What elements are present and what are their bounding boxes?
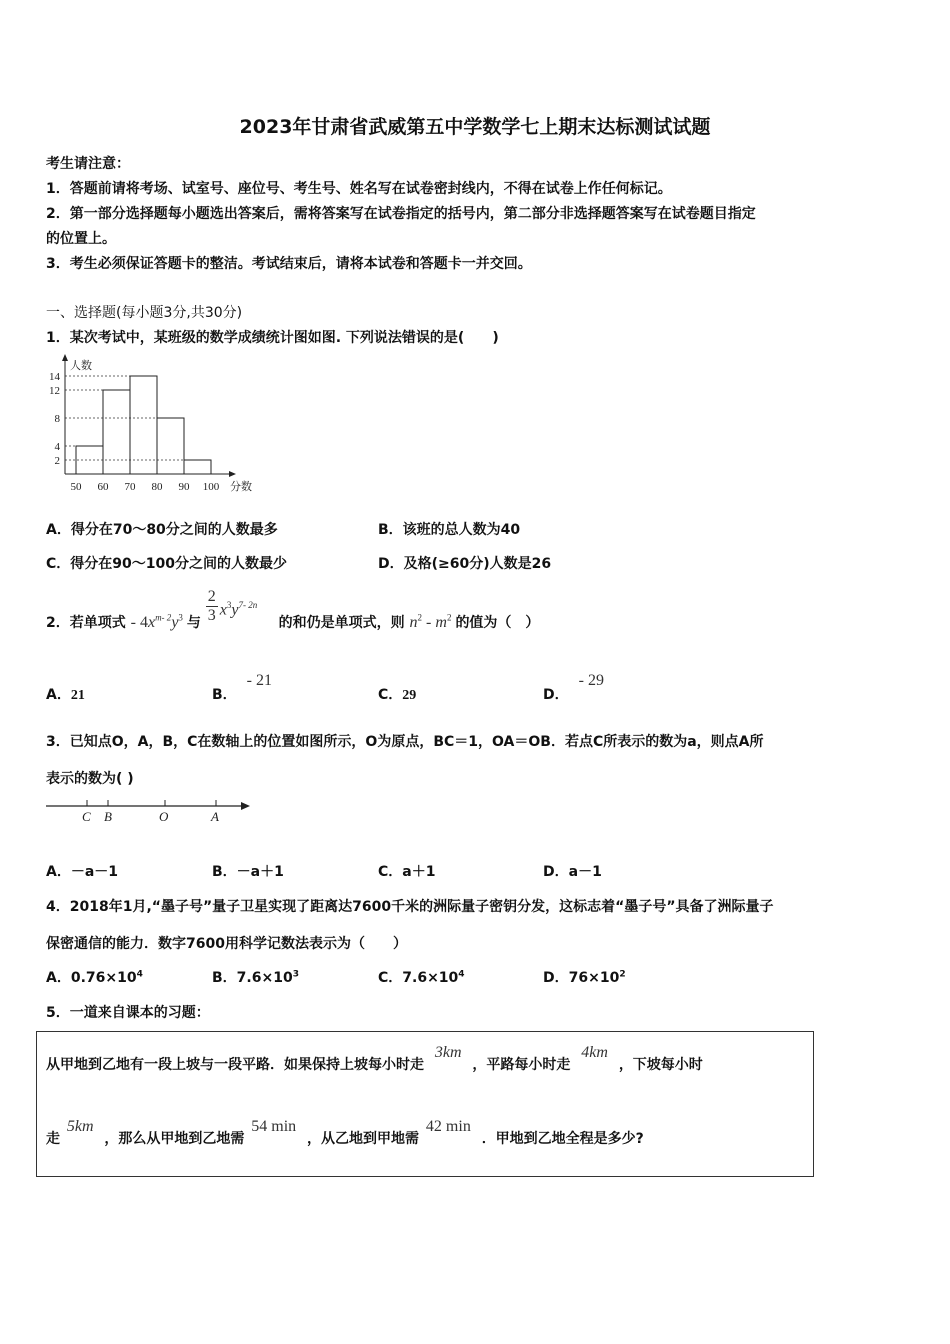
question-4-stem-line-1: 4．2018年1月,“墨子号”量子卫星实现了距离达7600千米的洲际量子密钥分发，这标志着“墨子号”具备了洲际量子: [46, 899, 774, 915]
question-2-option-c[interactable]: C．29: [378, 687, 417, 703]
q2-conj: 与: [186, 615, 201, 631]
question-4-option-a[interactable]: A．$0.76\times 10^4$: [46, 969, 143, 986]
histogram-bar: [103, 390, 130, 474]
y-axis-arrow: [62, 354, 68, 361]
question-5-stem: 5．一道来自课本的习题：: [46, 1005, 210, 1021]
number-line: [40, 794, 260, 828]
q2-fraction: 2 3: [207, 588, 216, 624]
notice-heading: 考生请注意：: [46, 156, 130, 172]
question-3-option-d[interactable]: D．a－1: [543, 864, 602, 880]
question-3-stem-line-2: 表示的数为( ): [46, 771, 134, 787]
question-2-option-a[interactable]: A．21: [46, 687, 85, 703]
histogram-bar: [130, 376, 157, 474]
question-2-option-b[interactable]: B．- 21: [212, 672, 272, 703]
x-tick-label: 60: [97, 481, 109, 493]
point-label-a: A: [211, 809, 219, 824]
question-2-stem: [46, 588, 540, 632]
notice-item-2-line-2: 的位置上。: [46, 231, 116, 247]
notice-item-3: 3．考生必须保证答题卡的整洁。考试结束后，请将本试卷和答题卡一并交回。: [46, 256, 532, 272]
question-3-option-c[interactable]: C．a＋1: [378, 864, 436, 880]
y-tick-label: 12: [49, 385, 60, 397]
q2-mid: 的和仍是单项式，则: [278, 615, 405, 631]
page-title: 2023年甘肃省武威第五中学数学七上期末达标测试试题: [239, 116, 711, 138]
problem-box: [36, 1031, 814, 1177]
time-to-jia: 42 min: [425, 1118, 471, 1135]
histogram-bar: [184, 460, 211, 474]
notice-item-1: 1．答题前请将考场、试室号、座位号、考生号、姓名写在试卷密封线内，不得在试卷上作任何标记。: [46, 181, 672, 197]
question-3-option-b[interactable]: B．－a＋1: [212, 864, 284, 880]
y-tick-label: 14: [49, 371, 60, 383]
question-2-option-d[interactable]: D．- 29: [543, 672, 604, 703]
problem-line-1: 从甲地到乙地有一段上坡与一段平路．如果保持上坡每小时走 3km ，平路每小时走 4km ，下坡每小时: [46, 1044, 703, 1073]
question-1-option-d[interactable]: D．及格(≥60分)人数是26: [378, 556, 552, 572]
x-tick-label: 70: [124, 481, 136, 493]
question-4-stem-line-2: 保密通信的能力．数字7600用科学记数法表示为（ ）: [46, 936, 407, 952]
question-4-option-c[interactable]: C．$7.6\times 10^4$: [378, 969, 465, 986]
number-line-arrow: [241, 802, 250, 810]
q2-term2: 2 3 $x^3y^{7- 2n}$: [207, 588, 258, 624]
speed-flat: 4km: [581, 1044, 608, 1061]
x-tick-label: 100: [202, 481, 220, 493]
speed-downhill: 5km: [66, 1118, 94, 1135]
question-4-option-d[interactable]: D．$76\times 10^2$: [543, 969, 626, 986]
q2-term1: - $4x^{m- 2}y^3$: [130, 612, 183, 631]
y-tick-label: 4: [54, 441, 60, 453]
speed-uphill: 3km: [434, 1044, 462, 1061]
histogram-bar: [157, 418, 184, 474]
point-label-c: C: [82, 809, 91, 824]
x-axis-arrow: [229, 471, 236, 477]
histogram-chart: [40, 352, 270, 497]
x-tick-label: 50: [70, 481, 82, 493]
notice-item-2-line-1: 2．第一部分选择题每小题选出答案后，需将答案写在试卷指定的括号内，第二部分非选择题答案写在试卷题目指定: [46, 206, 756, 222]
section-heading: 一、选择题(每小题3分,共30分): [46, 305, 243, 321]
problem-line-2: 走 5km ，那么从甲地到乙地需 54 min ，从乙地到甲地需 42 min ．甲地到乙地全程是多少?: [46, 1118, 644, 1147]
point-label-o: O: [159, 809, 169, 824]
question-3-option-a[interactable]: A．－a－1: [46, 864, 119, 880]
question-3-stem-line-1: 3．已知点O，A，B，C在数轴上的位置如图所示，O为原点，BC＝1，OA＝OB．若点C所表示的数为a，则点A所: [46, 734, 764, 750]
x-tick-label: 90: [178, 481, 190, 493]
question-1-stem: 1．某次考试中，某班级的数学成绩统计图如图. 下列说法错误的是( ): [46, 330, 499, 346]
q2-prefix: 2．若单项式: [46, 615, 126, 631]
x-axis-label: 分数: [230, 480, 252, 493]
question-1-option-a[interactable]: A．得分在70～80分之间的人数最多: [46, 522, 278, 538]
x-tick-label: 80: [151, 481, 163, 493]
point-label-b: B: [104, 809, 112, 824]
time-to-yi: 54 min: [251, 1118, 297, 1135]
question-4-option-b[interactable]: B．$7.6\times 10^3$: [212, 969, 299, 986]
y-tick-label: 8: [54, 413, 60, 425]
question-1-option-c[interactable]: C．得分在90～100分之间的人数最少: [46, 556, 287, 572]
y-tick-label: 2: [54, 455, 60, 467]
y-axis-label: 人数: [70, 359, 92, 372]
question-1-option-b[interactable]: B．该班的总人数为40: [378, 522, 521, 538]
q2-expression: $n^2 - m^2$: [409, 612, 452, 631]
q2-suffix: 的值为（ ）: [455, 615, 540, 631]
